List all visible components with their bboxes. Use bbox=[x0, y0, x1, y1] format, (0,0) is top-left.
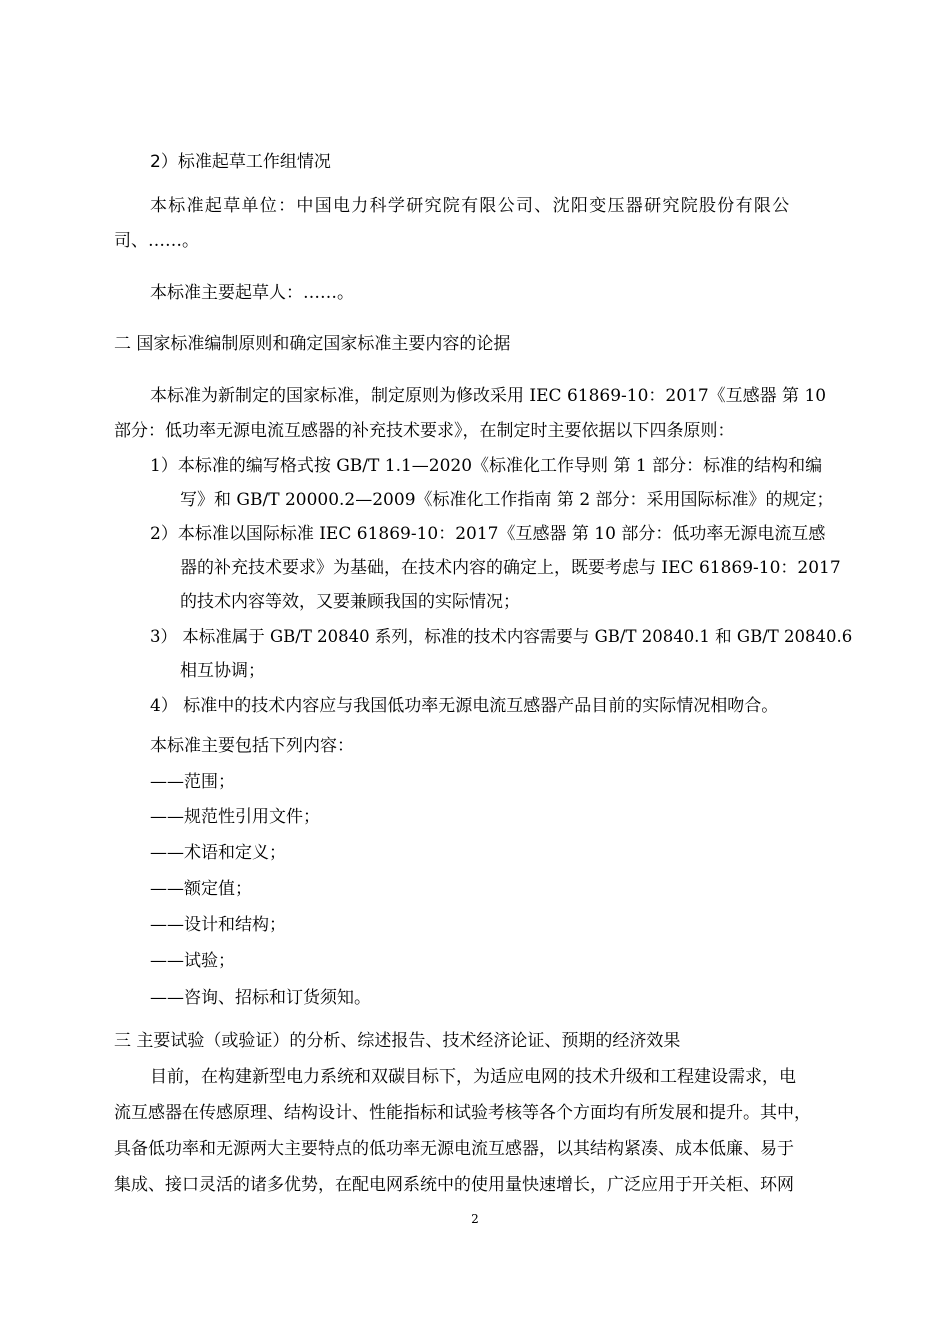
principle-line: 1）本标准的编写格式按 GB/T 1.1—2020《标准化工作导则 第 1 部分：标准的结构和编 bbox=[150, 456, 823, 476]
principle-line: 写》和 GB/T 20000.2—2009《标准化工作指南 第 2 部分：采用国际标准》的规定； bbox=[180, 490, 834, 510]
paragraph-line: 具备低功率和无源两大主要特点的低功率无源电流互感器，以其结构紧凑、成本低廉、易于 bbox=[114, 1139, 794, 1159]
paragraph-line: 流互感器在传感原理、结构设计、性能指标和试验考核等各个方面均有所发展和提升。其中， bbox=[114, 1103, 811, 1123]
drafting-units-line: 本标准起草单位：中国电力科学研究院有限公司、沈阳变压器研究院股份有限公 bbox=[150, 196, 791, 216]
principle-line: 2）本标准以国际标准 IEC 61869-10：2017《互感器 第 10 部分：低功率无源电流互感 bbox=[150, 524, 826, 544]
list-item: ——术语和定义； bbox=[150, 843, 286, 863]
principle-line: 器的补充技术要求》为基础，在技术内容的确定上，既要考虑与 IEC 61869-10：2017 bbox=[180, 558, 841, 578]
principle-line: 4） 标准中的技术内容应与我国低功率无源电流互感器产品目前的实际情况相吻合。 bbox=[150, 696, 779, 716]
section-heading: 三 主要试验（或验证）的分析、综述报告、技术经济论证、预期的经济效果 bbox=[114, 1031, 681, 1051]
paragraph-line: 集成、接口灵活的诸多优势，在配电网系统中的使用量快速增长，广泛应用于开关柜、环网 bbox=[114, 1175, 794, 1195]
list-item: ——额定值； bbox=[150, 879, 252, 899]
intro-line: 本标准为新制定的国家标准，制定原则为修改采用 IEC 61869-10：2017《互感器 第 10 bbox=[150, 386, 827, 406]
section-heading: 二 国家标准编制原则和确定国家标准主要内容的论据 bbox=[114, 334, 511, 354]
list-item: ——咨询、招标和订货须知。 bbox=[150, 988, 371, 1008]
drafters-line: 本标准主要起草人：……。 bbox=[150, 283, 354, 303]
list-item: ——范围； bbox=[150, 772, 235, 792]
principle-line: 3） 本标准属于 GB/T 20840 系列，标准的技术内容需要与 GB/T 20840.1 和 GB/T 20840.6 bbox=[150, 627, 853, 646]
list-item: ——规范性引用文件； bbox=[150, 807, 320, 827]
drafting-units-line: 司、……。 bbox=[114, 231, 199, 251]
intro-line: 部分：低功率无源电流互感器的补充技术要求》，在制定时主要依据以下四条原则： bbox=[114, 421, 735, 441]
page-number: 2 bbox=[471, 1212, 479, 1226]
paragraph-line: 目前，在构建新型电力系统和双碳目标下，为适应电网的技术升级和工程建设需求，电 bbox=[150, 1067, 796, 1087]
principle-line: 相互协调； bbox=[180, 661, 265, 681]
subsection-heading: 2）标准起草工作组情况 bbox=[150, 152, 331, 172]
list-item: ——设计和结构； bbox=[150, 915, 286, 935]
contents-intro: 本标准主要包括下列内容： bbox=[150, 736, 354, 756]
principle-line: 的技术内容等效，又要兼顾我国的实际情况； bbox=[180, 592, 520, 612]
list-item: ——试验； bbox=[150, 951, 235, 971]
